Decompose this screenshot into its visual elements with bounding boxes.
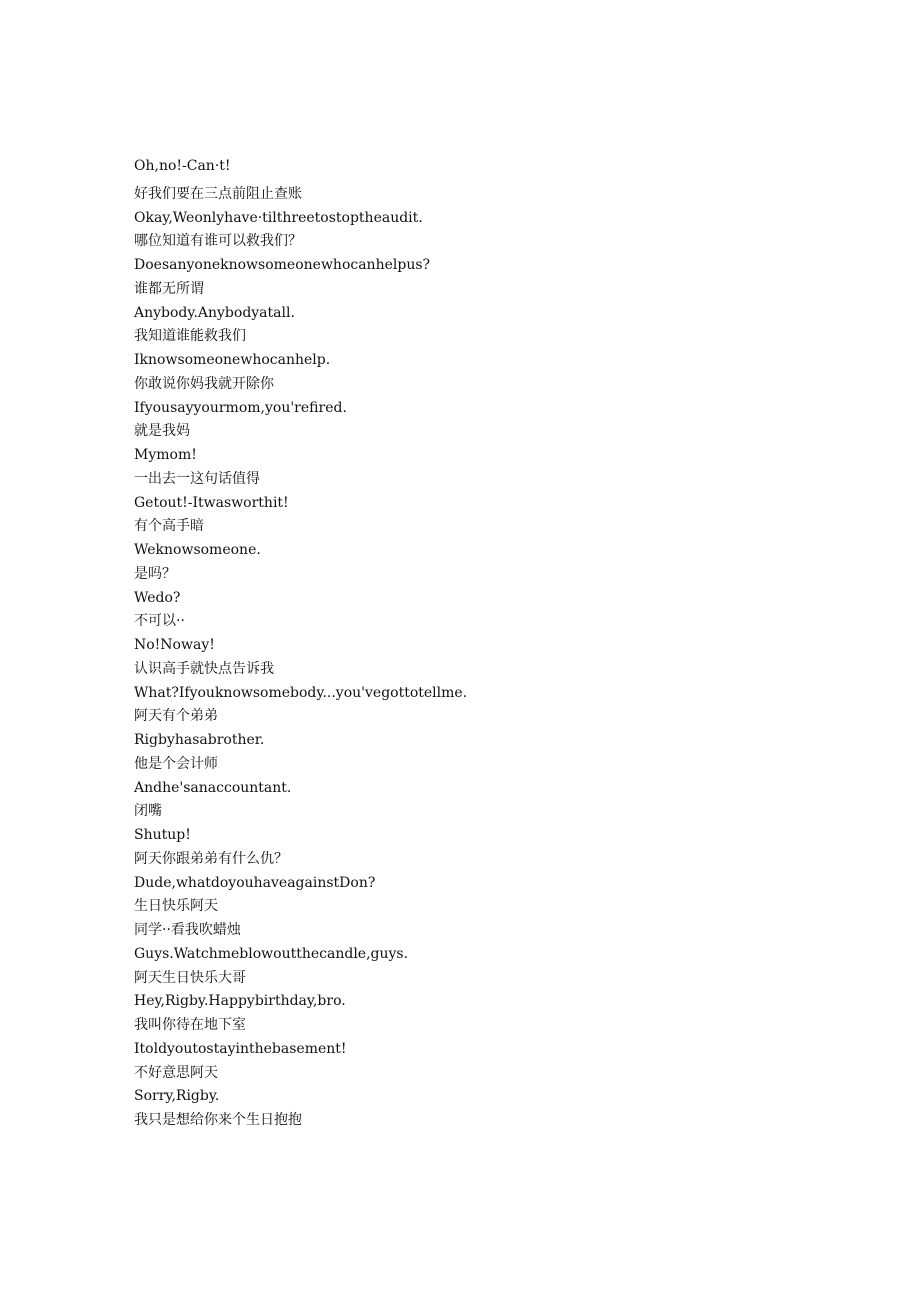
- text-line: Hey,Rigby.Happybirthday,bro.: [134, 993, 346, 1010]
- text-line: Itoldyoutostayinthebasement!: [134, 1040, 347, 1057]
- text-line: 你敢说你妈我就开除你: [134, 375, 274, 392]
- text-line: 我叫你待在地下室: [134, 1017, 246, 1033]
- text-line: 谁都无所谓: [134, 280, 204, 297]
- text-line: 有个高手暗: [134, 518, 204, 535]
- text-line: Oh,no!-Can·t!: [134, 158, 231, 174]
- text-line: Andhe'sanaccountant.: [134, 779, 292, 796]
- text-line: Ifyousayyourmom,you'refired.: [134, 399, 347, 416]
- text-line: 哪位知道有谁可以救我们？: [134, 233, 302, 250]
- text-line: 认识高手就快点告诉我: [134, 660, 274, 677]
- text-line: 一出去一这句话值得: [134, 470, 260, 487]
- text-line: 是吗？: [134, 565, 176, 582]
- text-line: Doesanyoneknowsomeonewhocanhelpus?: [134, 257, 431, 273]
- text-line: 阿天你跟弟弟有什么仇？: [134, 850, 288, 867]
- text-line: Weknowsomeone.: [134, 542, 261, 558]
- text-line: 我知道谁能救我们: [134, 328, 246, 345]
- subtitle-lines: [134, 155, 834, 1133]
- text-line: 他是个会计师: [134, 755, 218, 772]
- text-line: Iknowsomeonewhocanhelp.: [134, 352, 331, 368]
- text-line: What?Ifyouknowsomebody...you'vegottotellme.: [134, 684, 468, 701]
- text-line: 生日快乐阿天: [134, 898, 218, 915]
- text-line: Okay,Weonlyhave·tilthreetostoptheaudit.: [134, 209, 423, 226]
- text-line: Guys.Watchmeblowoutthecandle,guys.: [134, 945, 409, 962]
- text-line: Anybody.Anybodyatall.: [134, 304, 295, 321]
- text-line: Rigbyhasabrother.: [134, 732, 265, 748]
- text-line: 不可以··: [134, 613, 185, 630]
- text-line: 不好意思阿天: [134, 1064, 218, 1081]
- text-line: Wedo?: [134, 589, 181, 606]
- text-line: Shutup!: [134, 827, 191, 843]
- text-line: 就是我妈: [134, 423, 190, 440]
- text-line: 阿天生日快乐大哥: [134, 969, 246, 986]
- text-line: 阿天有个弟弟: [134, 708, 218, 725]
- text-line: No!Noway!: [134, 637, 215, 653]
- text-line: 好我们要在三点前阻止查账: [134, 185, 302, 202]
- text-line: 同学··看我吹蜡烛: [134, 922, 241, 938]
- text-line: Mymom!: [134, 447, 197, 463]
- text-line: Sorry,Rigby.: [134, 1088, 220, 1105]
- text-line: 我只是想给你来个生日抱抱: [134, 1112, 302, 1128]
- text-line: Getout!-Itwasworthit!: [134, 494, 289, 511]
- text-line: 闭嘴: [134, 803, 162, 820]
- text-line: Dude,whatdoyouhaveagainstDon?: [134, 874, 376, 891]
